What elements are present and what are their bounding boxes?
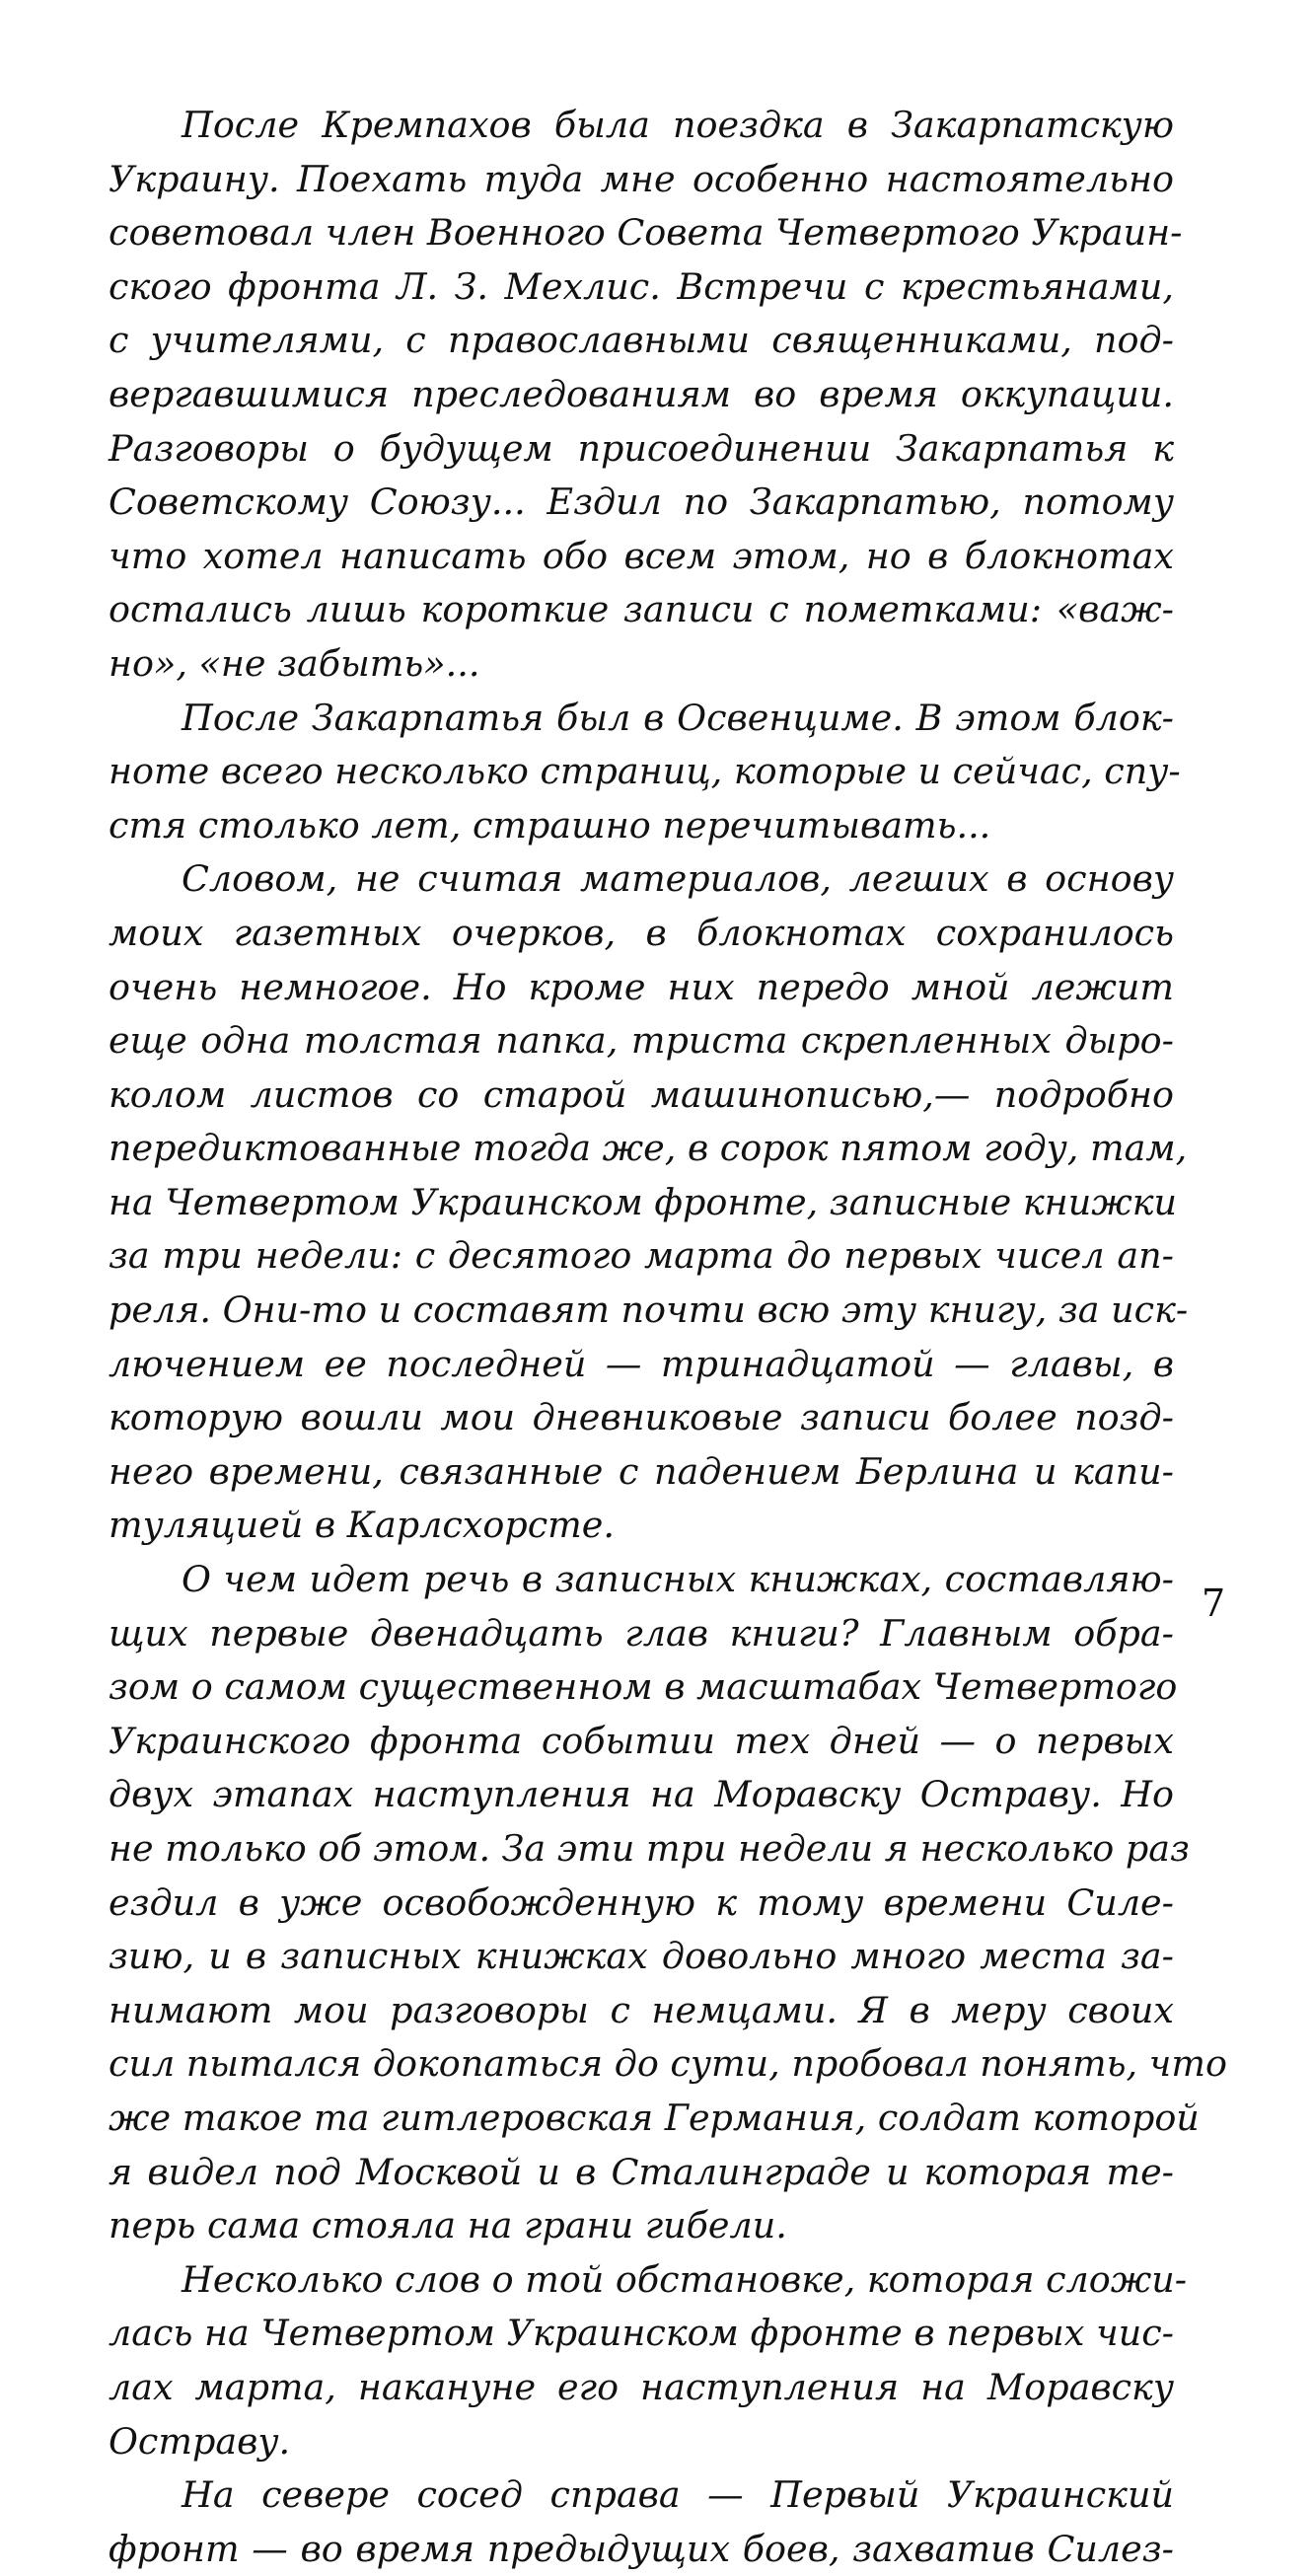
text-line: Остраву. <box>109 2419 291 2463</box>
text-line: Украину. Поехать туда мне особенно настоятельно <box>109 157 1174 200</box>
text-line: я видел под Москвой и в Сталинграде и которая те- <box>109 2150 1174 2193</box>
paragraph <box>109 2468 1174 2576</box>
text-line: стя столько лет, страшно перечитывать... <box>109 803 991 846</box>
text-line: перь сама стояла на грани гибели. <box>109 2204 787 2247</box>
text-line: двух этапах наступления на Моравску Остраву. Но <box>109 1773 1174 1816</box>
text-line: колом листов со старой машинописью,— подробно <box>109 1072 1174 1116</box>
text-line: нимают мои разговоры с немцами. Я в меру своих <box>109 1988 1174 2031</box>
paragraph <box>109 692 1181 853</box>
text-line: ездил в уже освобожденную к тому времени Силе- <box>109 1880 1174 1924</box>
text-line: Несколько слов о той обстановке, которая сложи- <box>182 2257 1188 2301</box>
text-line: туляцией в Карлсхорсте. <box>109 1504 615 1547</box>
text-line: на Четвертом Украинском фронте, записные книжки <box>109 1180 1178 1223</box>
text-line: Разговоры о будущем присоединении Закарпатья к <box>109 426 1174 470</box>
text-line: лась на Четвертом Украинском фронте в первых чис- <box>109 2312 1174 2355</box>
text-line: Словом, не считая материалов, легших в основу <box>182 857 1174 901</box>
text-line: еще одна толстая папка, триста скрепленных дыро- <box>109 1019 1174 1063</box>
text-line: лах марта, накануне его наступления на Моравску <box>109 2365 1174 2408</box>
text-line: зом о самом существенном в масштабах Четвертого <box>109 1665 1178 1709</box>
text-line: После Закарпатья был в Освенциме. В этом блок- <box>182 696 1174 739</box>
text-line: О чем идет речь в записных книжках, составляю- <box>182 1558 1174 1601</box>
text-line: лючением ее последней — тринадцатой — главы, в <box>109 1342 1174 1385</box>
text-line: щих первые двенадцать глав книги? Главным обра- <box>109 1611 1174 1655</box>
paragraph <box>109 2253 1188 2468</box>
text-line: очень немногое. Но кроме них передо мной лежит <box>109 965 1174 1008</box>
text-line: вергавшимися преследованиям во время оккупации. <box>109 372 1174 415</box>
text-line: фронт — во время предыдущих боев, захватив Силез- <box>109 2527 1174 2570</box>
text-line: Советскому Союзу... Ездил по Закарпатью, потому <box>109 480 1174 524</box>
text-line: него времени, связанные с падением Берлина и капи- <box>109 1449 1174 1493</box>
text-line: которую вошли мои дневниковые записи более позд- <box>109 1396 1174 1439</box>
paragraph <box>109 852 1189 1553</box>
text-line: После Кремпахов была поездка в Закарпатскую <box>182 104 1174 146</box>
text-line: советовал член Военного Совета Четвертого Украин- <box>109 211 1183 255</box>
text-line: На севере сосед справа — Первый Украинский <box>182 2473 1174 2517</box>
text-line: сил пытался докопаться до сути, пробовал понять, что <box>109 2042 1227 2086</box>
text-line: ноте всего несколько страниц, которые и сейчас, спу- <box>109 750 1181 793</box>
text-line: с учителями, с православными священниками, под- <box>109 319 1174 362</box>
text-line: моих газетных очерков, в блокнотах сохранилось <box>109 911 1174 954</box>
text-line: зию, и в записных книжках довольно много места за- <box>109 1935 1174 1978</box>
text-line: за три недели: с десятого марта до первых чисел ап- <box>109 1234 1174 1278</box>
page-number: 7 <box>1202 1582 1226 1625</box>
page-body-text <box>109 99 1227 2576</box>
paragraph <box>109 1553 1227 2253</box>
text-line: Украинского фронта событии тех дней — о первых <box>109 1719 1174 1762</box>
text-line: реля. Они-то и составят почти всю эту книгу, за иск- <box>109 1288 1189 1332</box>
text-line: но», «не забыть»... <box>109 641 480 685</box>
text-line: передиктованные тогда же, в сорок пятом году, там, <box>109 1127 1188 1170</box>
text-line: ского фронта Л. З. Мехлис. Встречи с крестьянами, <box>109 264 1174 308</box>
text-line: остались лишь короткие записи с пометками: «важ- <box>109 588 1174 631</box>
text-line: что хотел написать обо всем этом, но в блокнотах <box>109 534 1174 577</box>
text-line: не только об этом. За эти три недели я несколько раз <box>109 1827 1190 1870</box>
paragraph <box>109 99 1183 692</box>
text-line: же такое та гитлеровская Германия, солдат которой <box>109 2096 1200 2139</box>
